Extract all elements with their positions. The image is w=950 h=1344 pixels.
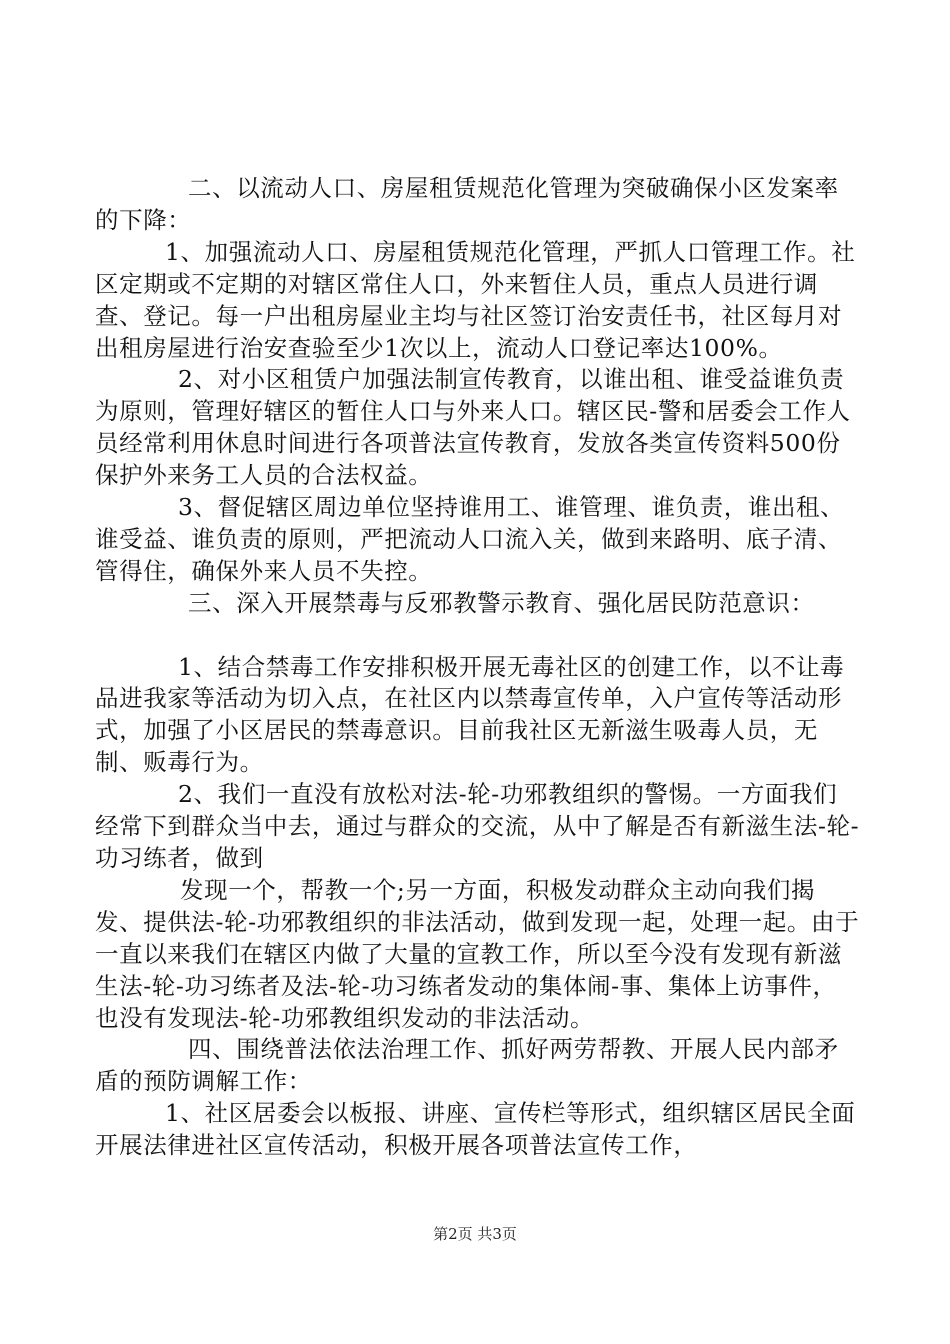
paragraph-item-1: 1、加强流动人口、房屋租赁规范化管理，严抓人口管理工作。社区定期或不定期的对辖区常住人口，外来暂住人员，重点人员进行调查、登记。每一户出租房屋业主均与社区签订治安责任书，社区每月对出租房屋进行治安查验至少1次以上，流动人口登记率达100%。: [95, 237, 856, 362]
blank-line: [95, 620, 860, 652]
paragraph-item-2: 2、对小区租赁户加强法制宣传教育，以谁出租、谁受益谁负责为原则，管理好辖区的暂住人口与外来人口。辖区民-警和居委会工作人员经常利用休息时间进行各项普法宣传教育，发放各类宣传资料500份保护外来务工人员的合法权益。: [95, 365, 851, 490]
paragraph-item-3: 3、督促辖区周边单位坚持谁用工、谁管理、谁负责，谁出租、谁受益、谁负责的原则，严把流动人口流入关，做到来路明、底子清、管得住，确保外来人员不失控。: [95, 493, 845, 585]
document-body: [95, 173, 860, 1162]
section-heading-2: 二、以流动人口、房屋租赁规范化管理为突破确保小区发案率的下降：: [95, 174, 839, 234]
paragraph-continuation: 发现一个，帮教一个;另一方面，积极发动群众主动向我们揭发、提供法-轮-功邪教组织的非法活动，做到发现一起，处理一起。由于一直以来我们在辖区内做了大量的宣教工作，所以至今没有发现有新滋生法-轮-功习练者及法-轮-功习练者发动的集体闹-事、集体上访事件，也没有发现法-轮-功邪教组织发动的非法活动。: [95, 875, 860, 1032]
paragraph-item-drug: 1、结合禁毒工作安排积极开展无毒社区的创建工作，以不让毒品进我家等活动为切入点，在社区内以禁毒宣传单，入户宣传等活动形式，加强了小区居民的禁毒意识。目前我社区无新滋生吸毒人员，无制、贩毒行为。: [95, 652, 845, 777]
section-heading-4: 四、围绕普法依法治理工作、抓好两劳帮教、开展人民内部矛盾的预防调解工作：: [95, 1035, 839, 1096]
paragraph-item-law: 1、社区居委会以板报、讲座、宣传栏等形式，组织辖区居民全面开展法律进社区宣传活动，积极开展各项普法宣传工作，: [95, 1099, 856, 1160]
paragraph-item-cult: 2、我们一直没有放松对法-轮-功邪教组织的警惕。一方面我们经常下到群众当中去，通过与群众的交流，从中了解是否有新滋生法-轮-功习练者，做到: [95, 780, 860, 873]
section-heading-3: 三、深入开展禁毒与反邪教警示教育、强化居民防范意识：: [188, 588, 815, 617]
page-number-footer: 第2页 共3页: [433, 1225, 517, 1243]
